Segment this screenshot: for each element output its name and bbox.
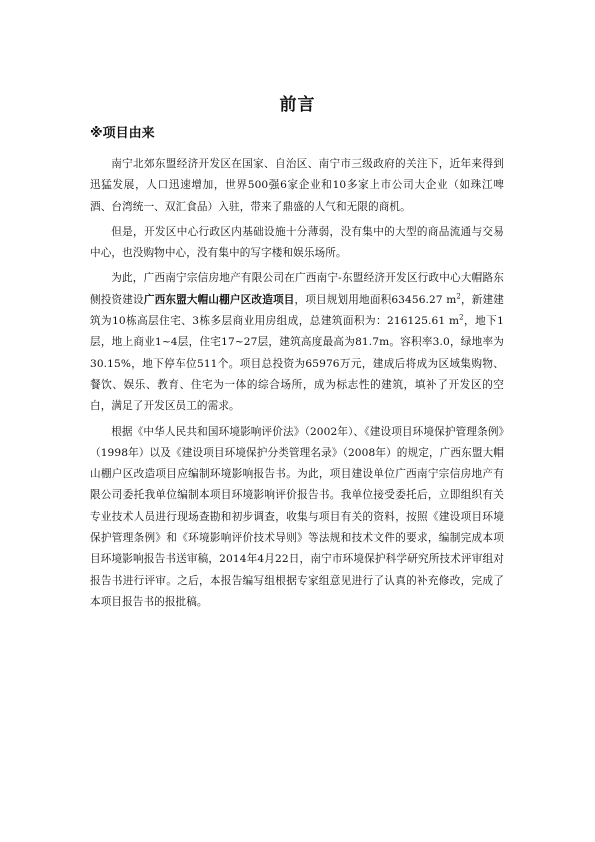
unit-superscript: 2 [456, 292, 461, 301]
paragraph-3 [90, 268, 504, 417]
body-text [90, 154, 504, 617]
unit-superscript: 2 [459, 313, 464, 322]
page-title: 前言 [279, 95, 316, 115]
paragraph-2: 但是，开发区中心行政区内基础设施十分薄弱，没有集中的大型的商品流通与交易中心，也没购物中心，没有集中的写字楼和娱乐场所。 [90, 225, 504, 260]
project-name: 广西东盟大帽山棚户区改造项目 [143, 293, 295, 306]
paragraph-4: 根据《中华人民共和国环境影响评价法》（2002年）、《建设项目环境保护管理条例》（1998年）以及《建设项目环境保护分类管理名录》（2008年）的规定，广西东盟大帽山棚户区改造项目应编制环境影响报告书。为此，项目建设单位广西南宁宗信房地产有限公司委托我单位编制本项目环境影响评价报告书。我单位接受委托后，立即组织有关专业技术人员进行现场查勘和初步调查，收集与项目有关的资料，按照《建设项目环境保护管理条例》和《环境影响评价技术导则》等法规和技术文件的要求，编制完成本项目环境影响报告书送审稿，2014年4月22日，南宁市环境保护科学研究所技术评审组对报告书进行评审。之后，本报告编写组根据专家组意见进行了认真的补充修改，完成了本项目报告书的报批稿。 [90, 425, 504, 608]
paragraph-3-details: ，地下1层，地上商业1~4层，住宅17~27层，建筑高度最高为81.7m。容积率3.0，绿地率为30.15%，地下停车位511个。项目总投资为65976万元，建成后将成为区域集购物、餐饮、娱乐、教育、住宅为一体的综合场所，成为标志性的建筑，填补了开发区的空白，满足了开发区员工的需求。 [90, 315, 504, 413]
section-heading: ※项目由来 [90, 126, 155, 141]
paragraph-1: 南宁北郊东盟经济开发区在国家、自治区、南宁市三级政府的关注下，近年来得到迅猛发展，人口迅速增加，世界500强6家企业和10多家上市公司大企业（如珠江啤酒、台湾统一、双汇食品）入驻，带来了鼎盛的人气和无限的商机。 [90, 158, 504, 213]
paragraph-3-intro: 为此，广西南宁宗信房地产有限公司在广西南宁-东盟经济开发区行政中心大帽路东侧投资建设 [90, 272, 504, 306]
paragraph-3-area: ，项目规划用地面积63456.27 m [294, 293, 457, 306]
paragraph-3-buildings: ，新建建筑为10栋高层住宅、3栋多层商业用房组成，总建筑面积为：216125.61 m [90, 293, 504, 328]
